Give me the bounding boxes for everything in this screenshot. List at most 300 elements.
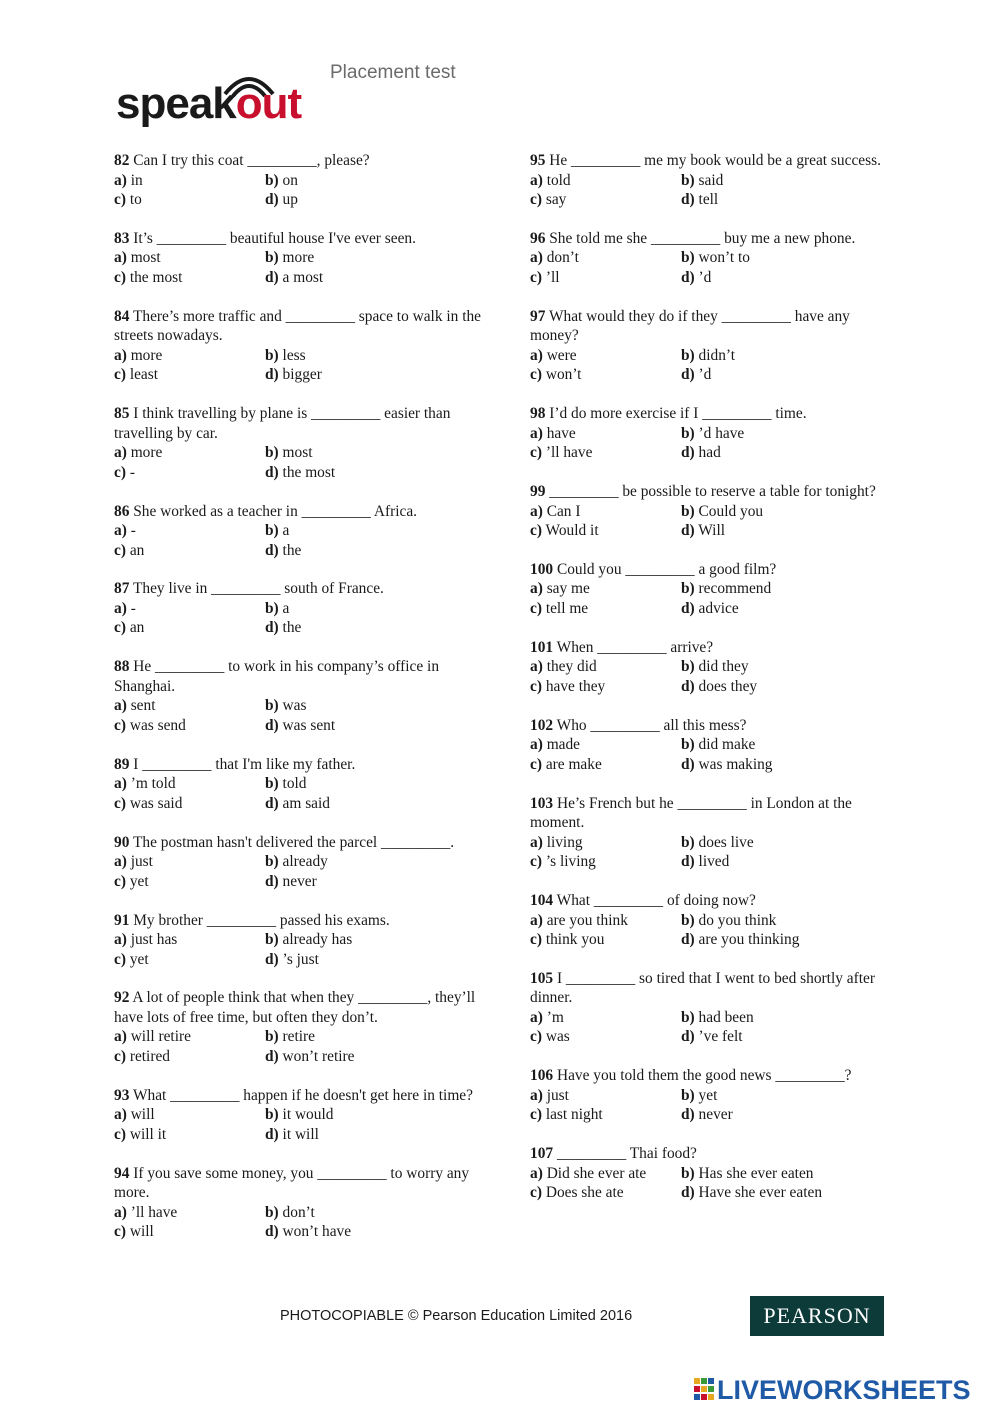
- answer-option-c[interactable]: [114, 618, 265, 638]
- option-text: least: [129, 366, 159, 384]
- answer-option-d[interactable]: [681, 1105, 900, 1125]
- option-letter: c): [114, 716, 126, 734]
- question-stem: [530, 1066, 900, 1086]
- answer-option-d[interactable]: [265, 190, 484, 210]
- answer-option-a[interactable]: [530, 657, 681, 677]
- question-text: I _________ so tired that I went to bed shortly after dinner.: [530, 969, 875, 1007]
- answer-option-a[interactable]: [114, 599, 265, 619]
- option-letter: b): [265, 853, 279, 871]
- answer-option-a[interactable]: [114, 930, 265, 950]
- option-text: will retire: [130, 1028, 191, 1046]
- question-block: [114, 579, 484, 638]
- option-letter: d): [265, 619, 279, 637]
- question-number: 82: [114, 152, 130, 169]
- option-text: already: [282, 853, 328, 871]
- answer-option-d[interactable]: [265, 950, 484, 970]
- option-letter: d): [265, 463, 279, 481]
- option-letter: d): [681, 755, 695, 773]
- answer-option-d[interactable]: [265, 1222, 484, 1242]
- option-text: tell: [698, 191, 719, 208]
- question-stem: [530, 560, 900, 580]
- option-letter: c): [530, 522, 542, 540]
- question-stem: [114, 151, 484, 171]
- option-letter: b): [681, 346, 695, 364]
- answer-option-b[interactable]: [265, 852, 484, 872]
- option-text: it would: [282, 1106, 334, 1124]
- liveworksheets-watermark: [693, 1374, 993, 1406]
- answer-option-c[interactable]: [530, 1183, 681, 1203]
- answer-option-b[interactable]: [681, 1086, 900, 1106]
- question-block: [114, 833, 484, 892]
- answer-option-b[interactable]: [681, 833, 900, 853]
- answer-option-c[interactable]: [530, 1027, 681, 1047]
- answer-option-a[interactable]: [530, 579, 681, 599]
- question-block: [530, 794, 900, 872]
- option-letter: b): [265, 249, 279, 267]
- answer-option-c[interactable]: [114, 541, 265, 561]
- option-text: living: [546, 833, 583, 851]
- answer-options: [530, 346, 900, 385]
- answer-option-a[interactable]: [530, 248, 681, 268]
- answer-option-c[interactable]: [114, 268, 265, 288]
- option-text: won’t have: [282, 1223, 352, 1241]
- option-letter: c): [114, 541, 126, 559]
- answer-option-a[interactable]: [114, 171, 265, 191]
- question-stem: [114, 1164, 484, 1203]
- answer-option-c[interactable]: [530, 268, 681, 288]
- answer-option-a[interactable]: [530, 502, 681, 522]
- option-text: just: [130, 853, 153, 871]
- option-letter: d): [265, 872, 279, 890]
- answer-option-d[interactable]: [265, 268, 484, 288]
- option-letter: a): [530, 424, 543, 442]
- option-text: made: [546, 736, 581, 754]
- option-text: does live: [698, 833, 754, 851]
- question-block: [530, 969, 900, 1047]
- answer-option-a[interactable]: [114, 774, 265, 794]
- option-letter: a): [114, 853, 127, 871]
- option-text: retired: [129, 1047, 170, 1065]
- answer-option-c[interactable]: [114, 872, 265, 892]
- answer-option-b[interactable]: [265, 171, 484, 191]
- option-letter: a): [114, 697, 127, 715]
- option-text: bigger: [282, 366, 322, 384]
- answer-option-d[interactable]: [681, 365, 900, 385]
- question-stem: [114, 579, 484, 599]
- option-letter: b): [265, 931, 279, 949]
- option-letter: a): [530, 346, 543, 364]
- answer-option-b[interactable]: [681, 735, 900, 755]
- answer-option-c[interactable]: [530, 599, 681, 619]
- answer-option-a[interactable]: [530, 346, 681, 366]
- option-letter: b): [265, 775, 279, 793]
- question-number: 83: [114, 229, 130, 247]
- answer-option-d[interactable]: [681, 443, 900, 463]
- answer-option-c[interactable]: [114, 794, 265, 814]
- question-number: 96: [530, 229, 546, 247]
- question-stem: [114, 657, 484, 696]
- option-text: have they: [545, 677, 606, 695]
- question-text: He _________ me my book would be a great success.: [549, 152, 881, 169]
- question-number: 106: [530, 1067, 554, 1085]
- question-text: Have you told them the good news _________?: [556, 1067, 852, 1085]
- option-letter: a): [114, 931, 127, 949]
- answer-option-c[interactable]: [114, 1222, 265, 1242]
- option-text: it will: [282, 1125, 319, 1143]
- answer-option-d[interactable]: [265, 365, 484, 385]
- question-text: When _________ arrive?: [556, 638, 714, 656]
- answer-option-b[interactable]: [265, 248, 484, 268]
- right-question-column: [530, 151, 900, 1222]
- option-letter: b): [681, 911, 695, 929]
- option-letter: c): [530, 366, 542, 384]
- option-letter: b): [681, 1086, 695, 1104]
- answer-option-d[interactable]: [265, 1047, 484, 1067]
- option-text: told: [546, 171, 571, 189]
- option-text: was: [282, 697, 307, 715]
- question-text: Who _________ all this mess?: [556, 716, 747, 734]
- answer-option-d[interactable]: [681, 1183, 900, 1203]
- liveworksheets-text: LIVEWORKSHEETS: [717, 1374, 971, 1405]
- option-text: am said: [282, 794, 330, 812]
- option-letter: b): [265, 697, 279, 715]
- answer-option-d[interactable]: [265, 618, 484, 638]
- answer-option-a[interactable]: [114, 1027, 265, 1047]
- answer-option-d[interactable]: [265, 541, 484, 561]
- answer-option-c[interactable]: [530, 1105, 681, 1125]
- option-text: -: [129, 463, 135, 481]
- question-number: 103: [530, 794, 554, 812]
- option-letter: b): [265, 522, 279, 540]
- option-letter: a): [114, 599, 127, 617]
- option-text: did make: [698, 736, 756, 754]
- question-text: If you save some money, you _________ to worry any more.: [114, 1164, 470, 1202]
- option-text: was: [545, 1028, 570, 1046]
- option-text: sent: [130, 697, 156, 715]
- answer-option-a[interactable]: [530, 1164, 681, 1184]
- question-stem: [114, 307, 484, 346]
- option-letter: b): [265, 1028, 279, 1046]
- option-letter: a): [530, 502, 543, 520]
- answer-option-d[interactable]: [681, 190, 900, 210]
- option-text: ’ll have: [545, 444, 593, 462]
- question-text: She worked as a teacher in _________ Africa.: [133, 502, 418, 520]
- option-letter: d): [681, 853, 695, 871]
- option-text: yet: [129, 872, 149, 890]
- page-subtitle: Placement test: [330, 62, 456, 83]
- option-text: think you: [545, 931, 605, 949]
- option-text: are make: [545, 755, 602, 773]
- question-stem: [530, 969, 900, 1008]
- option-text: ’d: [698, 268, 712, 286]
- option-letter: c): [530, 191, 542, 208]
- answer-option-d[interactable]: [681, 521, 900, 541]
- option-letter: c): [530, 755, 542, 773]
- option-letter: b): [681, 1008, 695, 1026]
- question-stem: [114, 833, 484, 853]
- question-block: [114, 307, 484, 385]
- option-text: ’ll have: [130, 1203, 178, 1221]
- answer-option-c[interactable]: [114, 716, 265, 736]
- answer-option-b[interactable]: [681, 424, 900, 444]
- question-number: 107: [530, 1145, 554, 1163]
- option-text: more: [282, 249, 315, 267]
- option-text: already has: [282, 931, 353, 949]
- answer-options: [530, 1008, 900, 1047]
- question-stem: [530, 307, 900, 346]
- option-text: will: [129, 1223, 154, 1241]
- answer-options: [530, 424, 900, 463]
- answer-option-c[interactable]: [530, 190, 681, 210]
- option-letter: b): [681, 249, 695, 267]
- option-text: the most: [282, 463, 336, 481]
- option-letter: d): [681, 522, 695, 540]
- option-letter: d): [265, 191, 279, 208]
- question-stem: [530, 482, 900, 502]
- question-block: [530, 560, 900, 619]
- answer-option-a[interactable]: [114, 248, 265, 268]
- option-text: in: [130, 171, 143, 189]
- question-stem: [114, 404, 484, 443]
- question-stem: [114, 755, 484, 775]
- answer-option-c[interactable]: [530, 677, 681, 697]
- option-text: advice: [698, 599, 739, 617]
- question-block: [114, 988, 484, 1066]
- answer-option-b[interactable]: [681, 248, 900, 268]
- answer-option-d[interactable]: [681, 268, 900, 288]
- answer-option-a[interactable]: [114, 443, 265, 463]
- answer-option-a[interactable]: [114, 346, 265, 366]
- option-text: don’t: [546, 249, 579, 267]
- answer-option-b[interactable]: [265, 1105, 484, 1125]
- answer-option-b[interactable]: [265, 774, 484, 794]
- answer-option-c[interactable]: [530, 852, 681, 872]
- question-number: 91: [114, 911, 130, 929]
- answer-option-a[interactable]: [114, 521, 265, 541]
- answer-option-c[interactable]: [530, 930, 681, 950]
- answer-option-b[interactable]: [265, 599, 484, 619]
- answer-option-b[interactable]: [681, 171, 900, 191]
- answer-option-c[interactable]: [114, 365, 265, 385]
- question-number: 98: [530, 405, 546, 423]
- option-text: the most: [129, 268, 183, 286]
- option-text: never: [698, 1106, 733, 1124]
- question-number: 87: [114, 580, 130, 598]
- answer-option-a[interactable]: [530, 1008, 681, 1028]
- question-stem: [114, 502, 484, 522]
- option-text: -: [130, 522, 136, 540]
- question-text: She told me she _________ buy me a new phone.: [549, 229, 856, 247]
- option-letter: a): [530, 171, 543, 189]
- option-text: did they: [698, 658, 749, 676]
- answer-option-a[interactable]: [114, 1203, 265, 1223]
- answer-option-d[interactable]: [265, 794, 484, 814]
- question-text: A lot of people think that when they _________, they’ll have lots of free time, but often they don’t.: [114, 989, 476, 1026]
- question-block: [530, 891, 900, 950]
- question-block: [530, 151, 900, 210]
- question-number: 90: [114, 833, 130, 851]
- option-text: won’t to: [698, 249, 750, 267]
- option-text: a: [282, 522, 290, 540]
- speakout-logo: [116, 74, 326, 134]
- option-letter: c): [114, 872, 126, 890]
- answer-option-a[interactable]: [530, 833, 681, 853]
- option-text: said: [698, 171, 724, 189]
- answer-option-d[interactable]: [265, 716, 484, 736]
- option-text: was send: [129, 716, 186, 734]
- option-letter: d): [681, 599, 695, 617]
- answer-option-b[interactable]: [265, 1027, 484, 1047]
- answer-option-d[interactable]: [265, 463, 484, 483]
- option-text: ’s just: [282, 950, 319, 968]
- answer-option-c[interactable]: [114, 1047, 265, 1067]
- answer-option-c[interactable]: [530, 443, 681, 463]
- logo-out: out: [235, 79, 302, 128]
- option-letter: a): [114, 1203, 127, 1221]
- option-text: most: [130, 249, 161, 267]
- answer-option-a[interactable]: [530, 424, 681, 444]
- option-text: last night: [545, 1106, 603, 1124]
- answer-option-c[interactable]: [114, 463, 265, 483]
- option-text: say me: [546, 580, 590, 598]
- answer-option-b[interactable]: [265, 930, 484, 950]
- option-text: yet: [698, 1086, 718, 1104]
- answer-option-d[interactable]: [681, 599, 900, 619]
- question-block: [114, 657, 484, 735]
- question-number: 95: [530, 152, 546, 169]
- option-text: was making: [698, 755, 773, 773]
- question-number: 86: [114, 502, 130, 520]
- answer-option-c[interactable]: [530, 365, 681, 385]
- answer-options: [114, 1027, 484, 1066]
- answer-option-d[interactable]: [265, 872, 484, 892]
- answer-options: [530, 1164, 900, 1203]
- option-letter: c): [530, 1106, 542, 1124]
- answer-option-b[interactable]: [681, 346, 900, 366]
- answer-option-a[interactable]: [530, 735, 681, 755]
- answer-option-b[interactable]: [681, 911, 900, 931]
- option-letter: c): [114, 794, 126, 812]
- option-text: had: [698, 444, 721, 462]
- answer-options: [114, 248, 484, 287]
- question-text: There’s more traffic and _________ space to walk in the streets nowadays.: [114, 307, 482, 345]
- option-letter: c): [530, 599, 542, 617]
- answer-option-d[interactable]: [681, 1027, 900, 1047]
- liveworksheets-icon: [693, 1376, 715, 1404]
- question-number: 92: [114, 989, 130, 1007]
- option-text: ’m: [546, 1008, 564, 1026]
- question-text: Can I try this coat _________, please?: [133, 152, 370, 169]
- question-stem: [530, 151, 900, 171]
- answer-options: [530, 502, 900, 541]
- option-text: won’t retire: [282, 1047, 355, 1065]
- answer-option-b[interactable]: [681, 1164, 900, 1184]
- option-text: just has: [130, 931, 178, 949]
- option-letter: d): [265, 950, 279, 968]
- option-letter: b): [681, 1164, 695, 1182]
- option-text: never: [282, 872, 317, 890]
- option-text: to: [129, 191, 142, 208]
- question-text: Could you _________ a good film?: [556, 560, 777, 578]
- answer-option-c[interactable]: [530, 755, 681, 775]
- question-block: [530, 482, 900, 541]
- option-letter: a): [114, 775, 127, 793]
- answer-option-d[interactable]: [681, 930, 900, 950]
- answer-option-a[interactable]: [114, 696, 265, 716]
- question-text: They live in _________ south of France.: [132, 580, 384, 598]
- answer-option-b[interactable]: [681, 657, 900, 677]
- option-letter: c): [114, 463, 126, 481]
- answer-option-c[interactable]: [530, 521, 681, 541]
- option-text: more: [130, 444, 163, 462]
- answer-option-a[interactable]: [530, 171, 681, 191]
- option-letter: c): [114, 1223, 126, 1241]
- answer-option-d[interactable]: [681, 755, 900, 775]
- option-text: yet: [129, 950, 149, 968]
- answer-option-a[interactable]: [530, 1086, 681, 1106]
- answer-option-b[interactable]: [681, 502, 900, 522]
- option-text: told: [282, 775, 307, 793]
- answer-option-b[interactable]: [265, 1203, 484, 1223]
- answer-option-b[interactable]: [265, 443, 484, 463]
- question-text: What would they do if they _________ have any money?: [530, 307, 850, 345]
- option-text: don’t: [282, 1203, 315, 1221]
- question-number: 84: [114, 307, 130, 325]
- answer-option-a[interactable]: [530, 911, 681, 931]
- option-letter: b): [265, 346, 279, 364]
- answer-option-b[interactable]: [265, 521, 484, 541]
- answer-option-c[interactable]: [114, 950, 265, 970]
- answer-option-d[interactable]: [681, 677, 900, 697]
- question-block: [114, 755, 484, 814]
- option-letter: a): [530, 911, 543, 929]
- option-text: they did: [546, 658, 597, 676]
- answer-option-a[interactable]: [114, 1105, 265, 1125]
- option-text: Has she ever eaten: [698, 1164, 814, 1182]
- option-letter: d): [681, 268, 695, 286]
- question-stem: [530, 716, 900, 736]
- option-letter: c): [530, 1028, 542, 1046]
- answer-option-c[interactable]: [114, 190, 265, 210]
- answer-option-b[interactable]: [681, 579, 900, 599]
- option-letter: b): [265, 171, 279, 189]
- option-text: do you think: [698, 911, 777, 929]
- answer-option-d[interactable]: [681, 852, 900, 872]
- answer-option-b[interactable]: [265, 696, 484, 716]
- question-block: [114, 1164, 484, 1242]
- option-letter: d): [265, 794, 279, 812]
- option-letter: b): [265, 444, 279, 462]
- answer-option-b[interactable]: [681, 1008, 900, 1028]
- option-letter: a): [114, 249, 127, 267]
- option-letter: b): [681, 658, 695, 676]
- question-text: My brother _________ passed his exams.: [133, 911, 390, 929]
- answer-option-c[interactable]: [114, 1125, 265, 1145]
- question-number: 97: [530, 307, 546, 325]
- option-text: will: [130, 1106, 155, 1124]
- answer-options: [114, 599, 484, 638]
- option-letter: b): [265, 599, 279, 617]
- question-stem: [530, 229, 900, 249]
- answer-option-d[interactable]: [265, 1125, 484, 1145]
- answer-options: [114, 1203, 484, 1242]
- option-text: most: [282, 444, 313, 462]
- option-letter: a): [530, 1164, 543, 1182]
- option-letter: c): [530, 677, 542, 695]
- answer-option-b[interactable]: [265, 346, 484, 366]
- option-letter: c): [114, 268, 126, 286]
- answer-option-a[interactable]: [114, 852, 265, 872]
